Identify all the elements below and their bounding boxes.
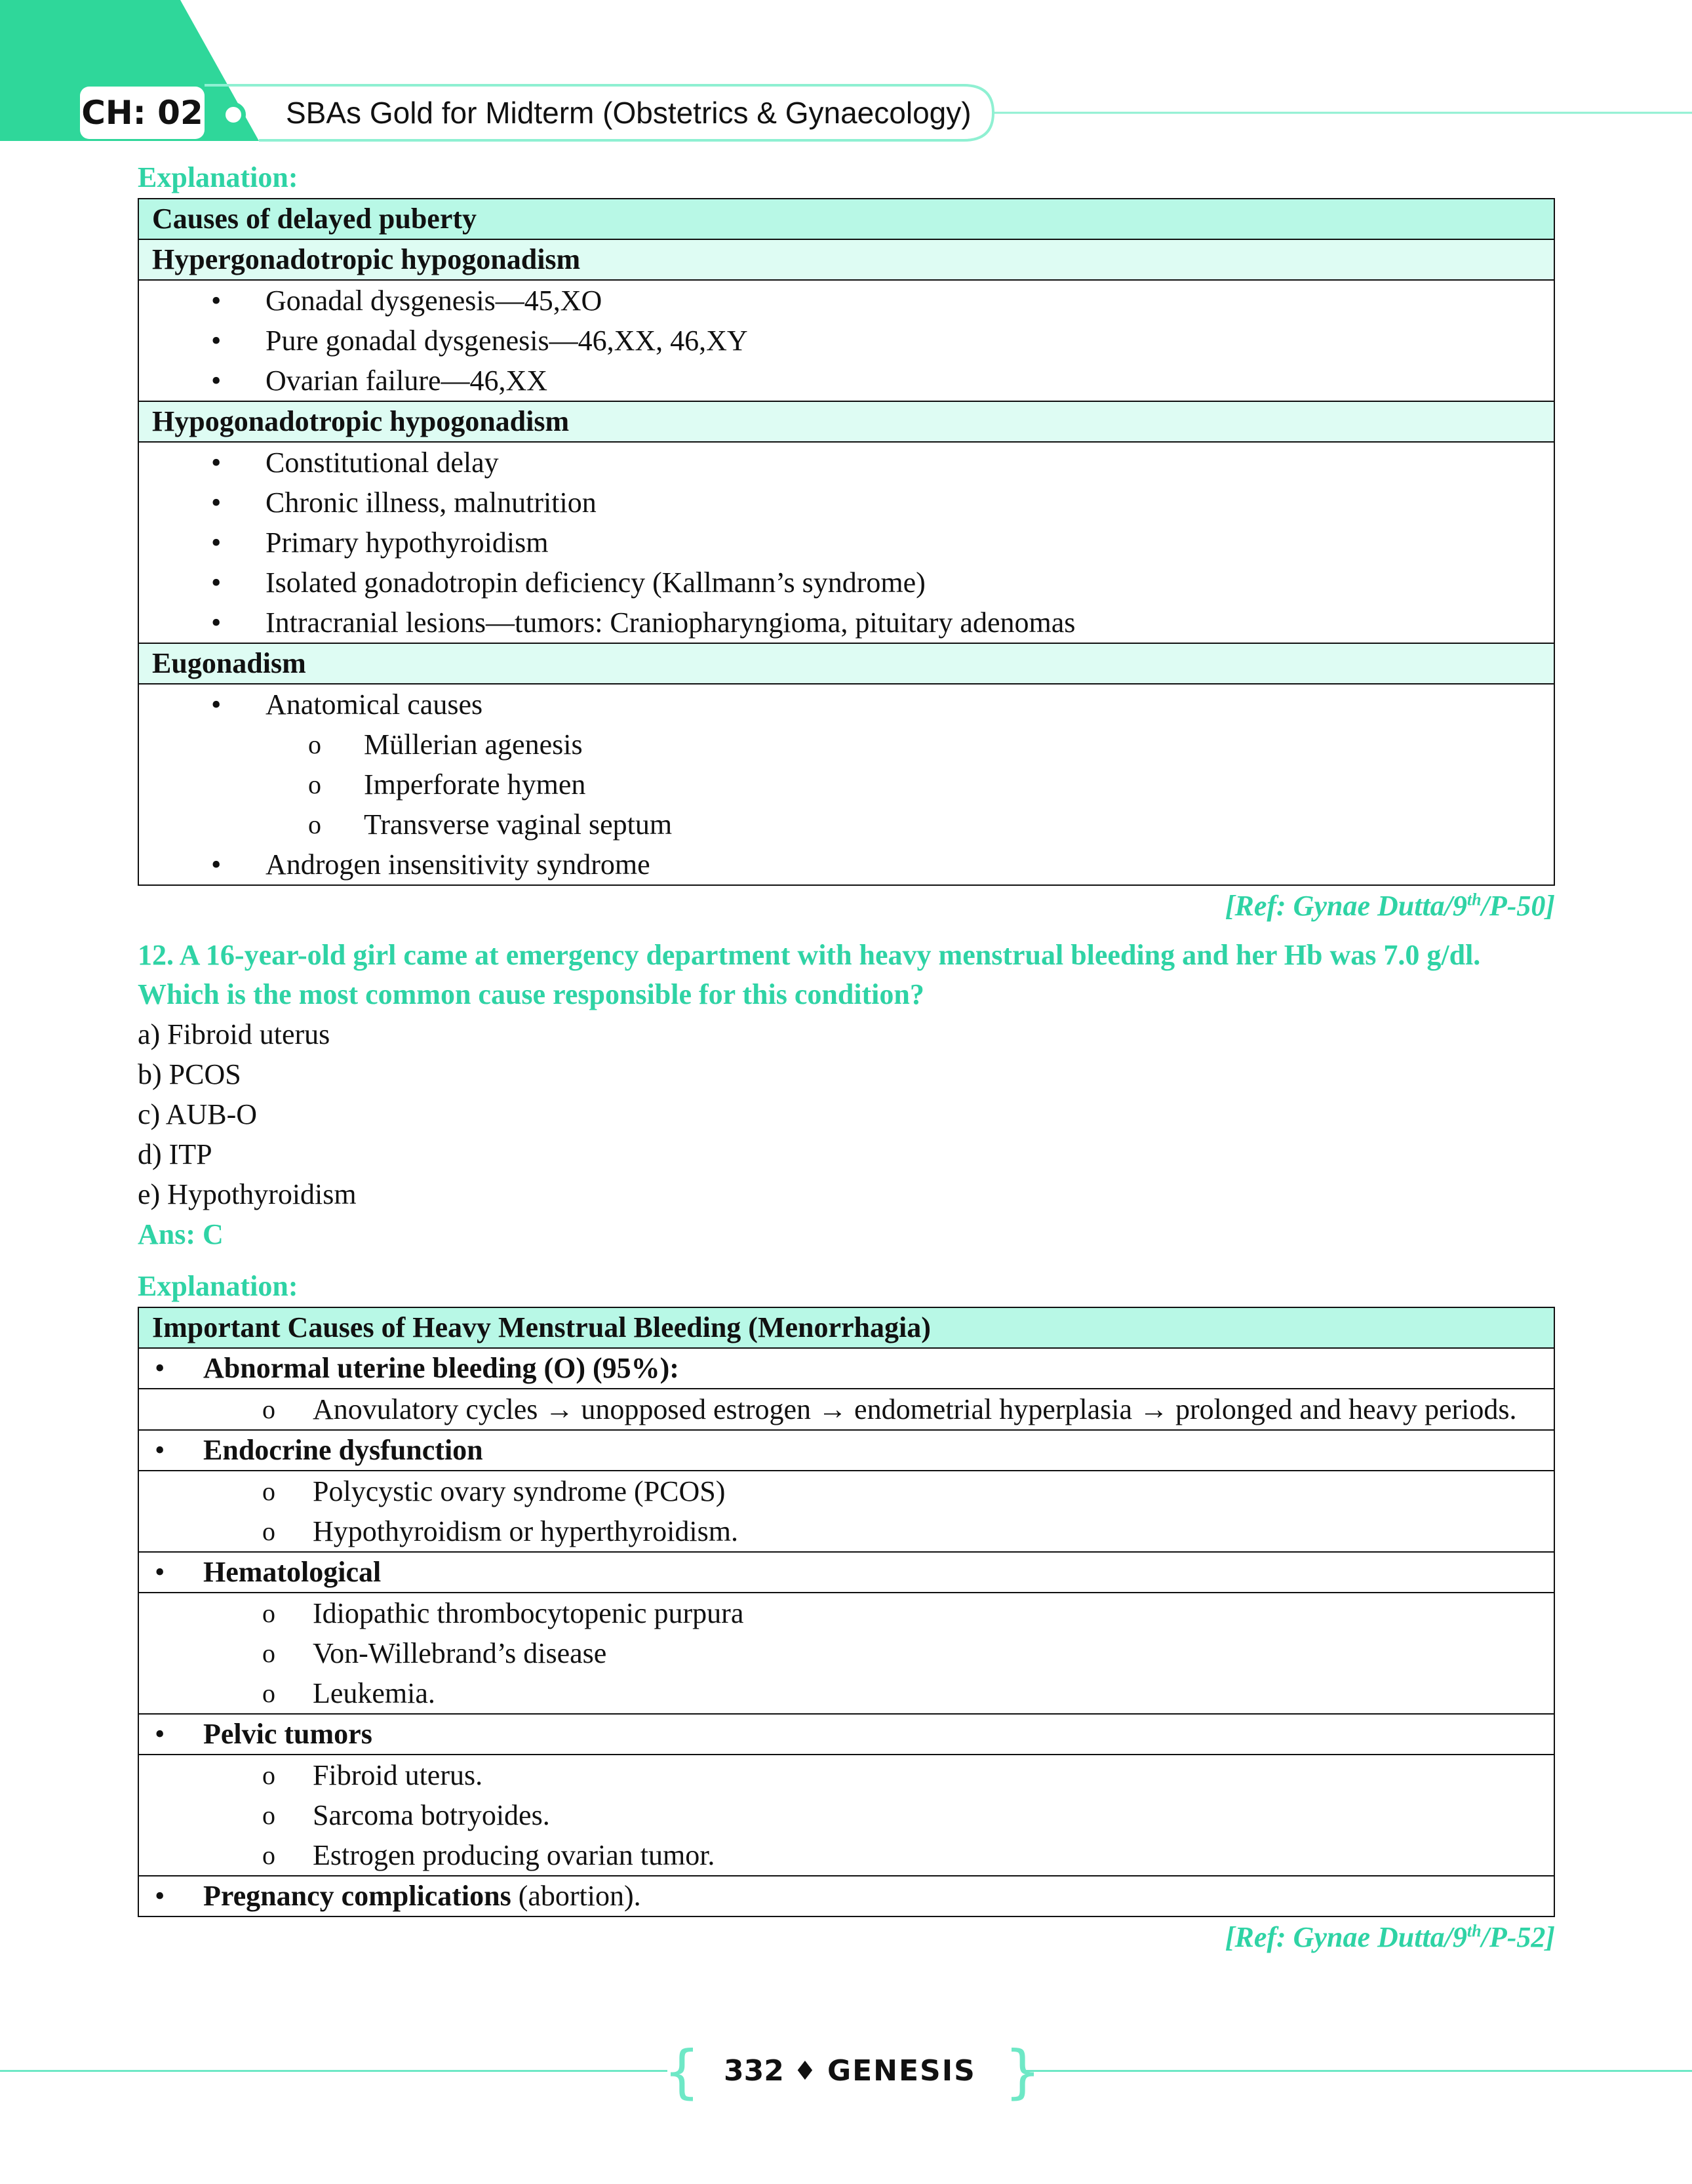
explanation-label: Explanation:	[138, 161, 298, 193]
sub-list-item	[152, 1511, 1554, 1551]
bullet-icon: •	[211, 566, 222, 599]
option-item: e) Hypothyroidism	[138, 1178, 357, 1210]
circle-bullet-icon: o	[308, 730, 321, 759]
list-item	[152, 603, 1554, 643]
bullet-icon: •	[211, 688, 222, 721]
book-title: SBAs Gold for Midterm (Obstetrics & Gynaecology)	[286, 96, 972, 130]
bullet-icon: •	[155, 1556, 165, 1588]
reference-1: [Ref: Gynae Dutta/9th/P-50]	[1225, 890, 1555, 922]
section-heading: Endocrine dysfunction	[203, 1434, 483, 1466]
section-heading-text	[203, 1715, 372, 1754]
list-item-text: Intracranial lesions—tumors: Craniopharyngioma, pituitary adenomas	[266, 606, 1076, 639]
list-item	[152, 443, 1554, 483]
bullet-icon: •	[211, 365, 222, 397]
sub-list-item-text: Anovulatory cycles → unopposed estrogen → endometrial hyperplasia → prolonged and heavy periods.	[313, 1393, 1517, 1425]
footer-left-brace-icon: {	[663, 2038, 700, 2105]
sub-list-item	[152, 1835, 1554, 1875]
bullet-icon: •	[211, 606, 222, 639]
explanation-label-2: Explanation:	[138, 1270, 298, 1302]
sub-list-item	[152, 1593, 1554, 1633]
bullet-icon: •	[155, 1718, 165, 1750]
list-item-text: Gonadal dysgenesis—45,XO	[266, 285, 602, 317]
circle-bullet-icon: o	[262, 1840, 275, 1870]
option-item: a) Fibroid uterus	[138, 1018, 330, 1050]
list-item-text: Ovarian failure—46,XX	[266, 365, 548, 397]
list-item-text: Constitutional delay	[266, 447, 499, 479]
list-item-text: Pure gonadal dysgenesis—46,XX, 46,XY	[266, 325, 748, 357]
bullet-icon: •	[211, 526, 222, 559]
option-item: d) ITP	[138, 1138, 212, 1170]
option-item: b) PCOS	[138, 1058, 241, 1090]
sub-list-item-text: Polycystic ovary syndrome (PCOS)	[313, 1475, 726, 1507]
header-circle-icon	[221, 102, 246, 127]
section-body	[138, 1593, 1554, 1714]
footer-line-right	[1024, 2070, 1692, 2072]
section-heading-text	[203, 1349, 679, 1388]
sub-list-item-text: Idiopathic thrombocytopenic purpura	[313, 1597, 744, 1629]
question-options	[138, 1014, 1555, 1214]
sub-list-item-text: Imperforate hymen	[364, 768, 586, 801]
bullet-icon: •	[211, 486, 222, 519]
list-item	[152, 685, 1554, 725]
sub-list-item	[152, 1755, 1554, 1795]
circle-bullet-icon: o	[262, 1517, 275, 1546]
list-item	[152, 844, 1554, 884]
list-item-text: Chronic illness, malnutrition	[266, 486, 597, 519]
bullet-icon: •	[155, 1880, 165, 1912]
section-heading-row	[138, 1348, 1554, 1389]
list-item	[152, 563, 1554, 603]
section-heading-row	[138, 1430, 1554, 1471]
list-item	[152, 523, 1554, 563]
circle-bullet-icon: o	[262, 1598, 275, 1628]
section-heading-note: (abortion).	[511, 1880, 641, 1912]
sub-list-item	[152, 804, 1554, 844]
circle-bullet-icon: o	[262, 1678, 275, 1708]
section-heading-row	[138, 1876, 1554, 1916]
section-heading: Eugonadism	[138, 643, 1554, 684]
section-body	[138, 1389, 1554, 1430]
section-heading: Hematological	[203, 1556, 382, 1588]
delayed-puberty-table	[138, 198, 1555, 886]
footer-line-left	[0, 2070, 667, 2072]
sub-list-item	[152, 1633, 1554, 1673]
sub-list-item-text: Leukemia.	[313, 1677, 435, 1709]
section-heading-text	[203, 1431, 483, 1470]
section-heading: Pelvic tumors	[203, 1718, 372, 1750]
list-item	[152, 361, 1554, 401]
sub-list-item-text: Sarcoma botryoides.	[313, 1799, 550, 1831]
option-item: c) AUB-O	[138, 1098, 258, 1130]
section-heading: Abnormal uterine bleeding (O) (95%):	[203, 1352, 679, 1384]
sub-list-item-text: Estrogen producing ovarian tumor.	[313, 1839, 715, 1871]
bullet-icon: •	[211, 325, 222, 357]
list-item-text: Anatomical causes	[266, 688, 483, 721]
list-item-text: Isolated gonadotropin deficiency (Kallmann’s syndrome)	[266, 566, 926, 599]
section-body	[138, 280, 1554, 401]
list-item-text: Primary hypothyroidism	[266, 526, 549, 559]
section-body	[138, 442, 1554, 643]
chapter-label: CH: 02	[80, 87, 205, 139]
list-item	[152, 483, 1554, 523]
bullet-icon: •	[211, 285, 222, 317]
section-heading: Hypergonadotropic hypogonadism	[138, 239, 1554, 280]
page-content	[138, 157, 1555, 1958]
sub-list-item-text: Von-Willebrand’s disease	[313, 1637, 607, 1669]
section-body	[138, 684, 1554, 885]
menorrhagia-table	[138, 1307, 1555, 1917]
circle-bullet-icon: o	[262, 1638, 275, 1668]
circle-bullet-icon: o	[262, 1477, 275, 1506]
bullet-icon: •	[211, 447, 222, 479]
sub-list-item	[152, 1673, 1554, 1713]
sub-list-item	[152, 1795, 1554, 1835]
section-heading-text	[203, 1876, 641, 1916]
section-heading: Pregnancy complications	[203, 1880, 511, 1912]
circle-bullet-icon: o	[262, 1395, 275, 1424]
sub-list-item	[152, 1389, 1554, 1429]
sub-list-item-text: Fibroid uterus.	[313, 1759, 483, 1791]
bullet-icon: •	[155, 1434, 165, 1466]
section-heading-text	[203, 1553, 381, 1592]
table-title: Causes of delayed puberty	[138, 199, 1554, 239]
section-heading-row	[138, 1714, 1554, 1755]
sub-list-item	[152, 725, 1554, 764]
sub-list-item	[152, 764, 1554, 804]
circle-bullet-icon: o	[262, 1800, 275, 1830]
sub-list-item-text: Transverse vaginal septum	[364, 808, 673, 841]
reference-2: [Ref: Gynae Dutta/9th/P-52]	[1225, 1921, 1555, 1953]
table-title: Important Causes of Heavy Menstrual Bleeding (Menorrhagia)	[138, 1307, 1554, 1348]
diamond-icon: ♦	[793, 2056, 817, 2086]
section-body	[138, 1471, 1554, 1552]
page-number: 332	[724, 2054, 784, 2088]
bullet-icon: •	[155, 1352, 165, 1384]
circle-bullet-icon: o	[308, 770, 321, 799]
section-heading-row	[138, 1552, 1554, 1593]
circle-bullet-icon: o	[262, 1760, 275, 1790]
question-text: 12. A 16-year-old girl came at emergency department with heavy menstrual bleeding and her Hb was 7.0 g/dl. Which is the most common cause responsible for this condition?	[138, 939, 1481, 1010]
list-item	[152, 281, 1554, 321]
sub-list-item	[152, 1471, 1554, 1511]
footer-right-brace-icon: }	[1004, 2038, 1041, 2105]
circle-bullet-icon: o	[308, 810, 321, 839]
bullet-icon: •	[211, 848, 222, 881]
sub-list-item-text: Müllerian agenesis	[364, 728, 583, 761]
brand-logo: GENESIS	[827, 2054, 976, 2088]
section-heading: Hypogonadotropic hypogonadism	[138, 401, 1554, 442]
list-item	[152, 321, 1554, 361]
list-item-text: Androgen insensitivity syndrome	[266, 848, 650, 881]
sub-list-item-text: Hypothyroidism or hyperthyroidism.	[313, 1515, 738, 1547]
section-body	[138, 1755, 1554, 1876]
answer-label: Ans: C	[138, 1218, 224, 1250]
